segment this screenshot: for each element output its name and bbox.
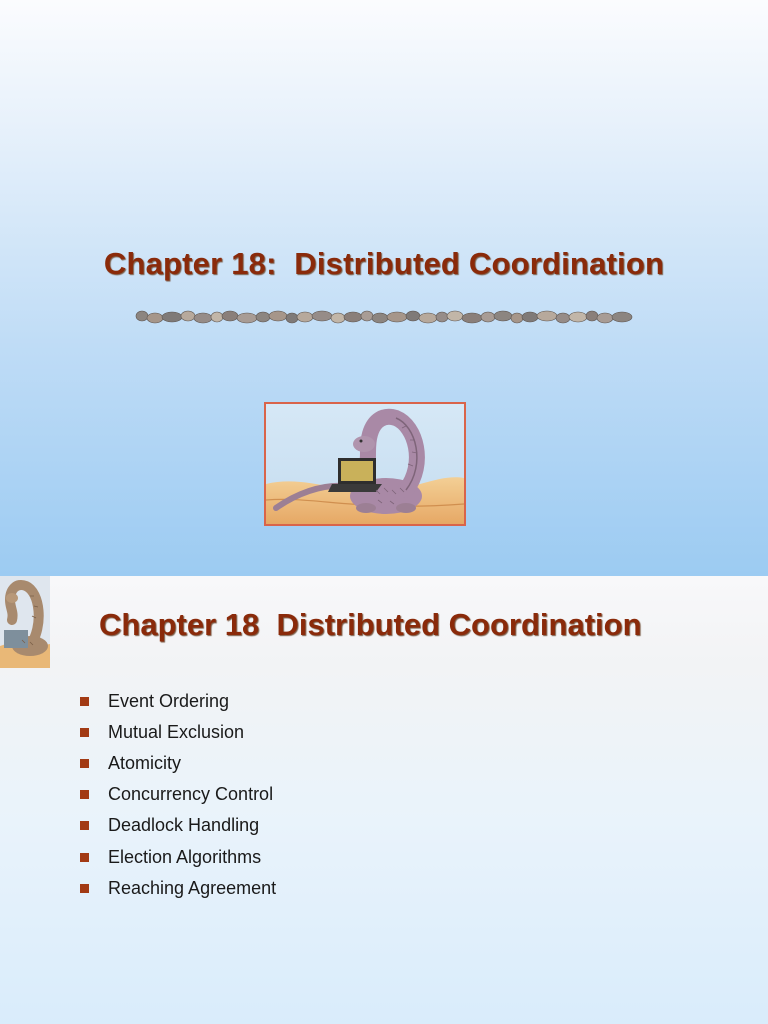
list-item-label: Event Ordering (108, 691, 230, 712)
dinosaur-thumbnail-icon (0, 576, 50, 668)
list-item (80, 873, 276, 904)
dinosaur-laptop-illustration (264, 402, 466, 526)
square-bullet-icon (80, 728, 89, 737)
list-item (80, 841, 276, 872)
slide-title: Chapter 18 Distributed Coordination (99, 607, 642, 642)
content-slide (0, 576, 768, 1024)
list-item-label: Election Algorithms (108, 846, 262, 867)
list-item (80, 686, 276, 717)
list-item-label: Deadlock Handling (108, 815, 260, 836)
list-item (80, 748, 276, 779)
list-item (80, 810, 276, 841)
slide-title: Chapter 18: Distributed Coordination (103, 246, 665, 281)
list-item-label: Mutual Exclusion (108, 722, 245, 743)
pebble-divider-icon (130, 302, 635, 332)
list-item-label: Atomicity (108, 753, 182, 774)
list-item-label: Concurrency Control (108, 784, 274, 805)
square-bullet-icon (80, 821, 89, 830)
square-bullet-icon (80, 884, 89, 893)
square-bullet-icon (80, 759, 89, 768)
square-bullet-icon (80, 853, 89, 862)
list-item (80, 717, 276, 748)
list-item (80, 779, 276, 810)
square-bullet-icon (80, 697, 89, 706)
list-item-label: Reaching Agreement (108, 877, 277, 898)
square-bullet-icon (80, 790, 89, 799)
topic-list (80, 686, 276, 904)
